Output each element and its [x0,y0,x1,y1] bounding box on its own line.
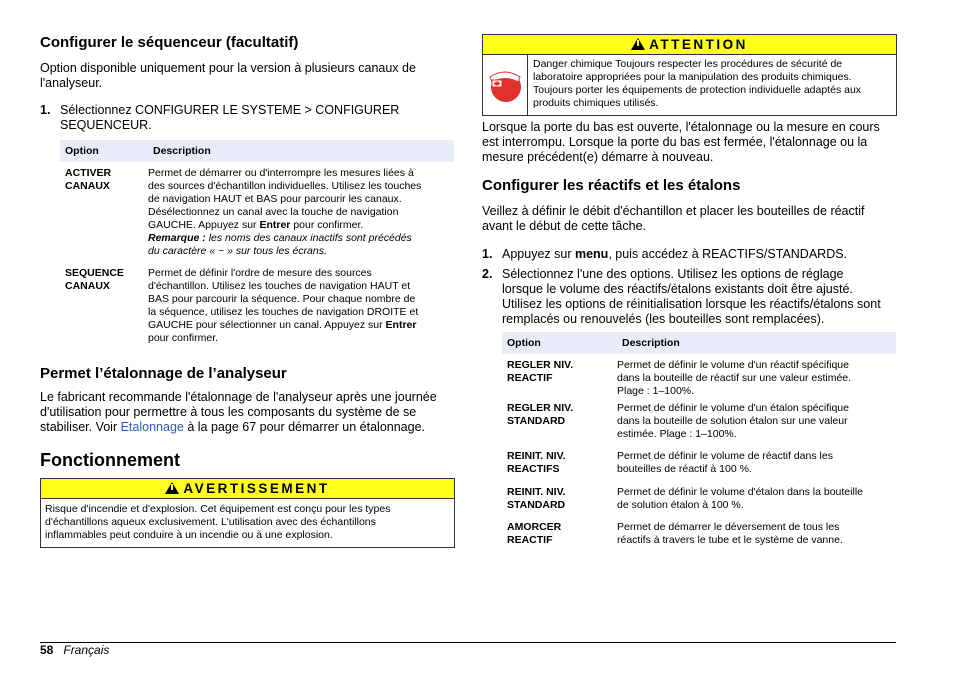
table-row [502,402,896,450]
column-header-option: Option [60,140,148,162]
footer-rule [40,642,896,643]
option-name: REINIT. NIV. STANDARD [507,486,566,511]
hazard-symbol-cell [483,55,528,115]
chemical-protection-icon [485,63,525,107]
table-row [60,267,454,345]
option-description: Permet de définir le volume de réactif dans les bouteilles de réactif à 100 %. [617,450,833,475]
caution-body: Danger chimique Toujours respecter les procédures de sécurité de laboratoire appropriées pour la manipulation des produits chimiques. Toujours porter les équipements de protection individuelle adaptés aux produits chimiques utilisés. [533,58,862,109]
table-row [502,354,896,402]
table-header-row [60,140,454,162]
section-title-calibration: Permet l’étalonnage de l’analyseur [40,365,287,382]
warning-body: Risque d'incendie et d'explosion. Cet équipement est conçu pour les types d'échantillons aqueux exclusivement. L'utilisation avec des échantillons inflammables peut conduire à un incendie ou à une explosion. [45,503,391,541]
caution-box [482,34,897,116]
sequencer-intro: Option disponible uniquement pour la version à plusieurs canaux de l'analyseur. [40,61,416,90]
caution-triangle-icon [631,38,645,50]
table-row [60,162,454,267]
page-footer [40,643,109,657]
section-title-sequencer: Configurer le séquenceur (facultatif) [40,34,299,51]
calibration-paragraph: Le fabricant recommande l'étalonnage de l'analyseur après une journée d'utilisation pour permettre à tous les composants du système de se stabiliser. Voir Etalonnage à la page 67 pour démarrer un étalonnage. [40,390,437,434]
warning-triangle-icon [165,482,179,494]
reagent-options-table [502,332,896,547]
table-row [502,450,896,486]
option-description: Permet de démarrer le déversement de tous les réactifs à travers le tube et le système de vanne. [617,521,843,546]
option-name: REGLER NIV. REACTIF [507,359,574,384]
option-name: SEQUENCE CANAUX [65,267,124,292]
warning-header: AVERTISSEMENT [41,479,454,499]
option-description: Permet de définir le volume d'un étalon spécifique dans la bouteille de solution étalon sur une valeur estimée. Plage : 1–100%. [617,402,849,440]
sequencer-options-table [60,140,454,345]
section-title-operation: Fonctionnement [40,450,180,470]
option-name: AMORCER REACTIF [507,521,562,546]
table-row [502,521,896,547]
option-description: Permet de démarrer ou d'interrompre les mesures liées à des sources d'échantillon individuelles. Utilisez les touches de navigation HAUT et BAS pour parcourir les canaux. Désélectionnez un canal avec la touche de navigation GAUCHE. Appuyez sur Entrer pour confirmer. Remarque : les noms des canaux inactifs sont précédés du caractère « ~ » sur tous les écrans. [148,167,422,257]
door-paragraph: Lorsque la porte du bas est ouverte, l'étalonnage ou la mesure en cours est interrompu. Lorsque la porte du bas est fermée, l'étalonnage ou la mesure précédent(e) démarre à nouveau. [482,120,880,164]
column-header-option: Option [502,332,617,354]
option-name: ACTIVER CANAUX [65,167,112,192]
option-name: REINIT. NIV. REACTIFS [507,450,566,475]
option-name: REGLER NIV. STANDARD [507,402,574,427]
caution-header: ATTENTION [483,35,896,55]
option-description: Permet de définir le volume d'un réactif spécifique dans la bouteille de réactif sur une valeur estimée. Plage : 1–100%. [617,359,852,397]
table-header-row [502,332,896,354]
footer-language: Français [63,643,110,657]
column-header-description: Description [148,140,454,162]
calibration-link[interactable]: Etalonnage [120,420,184,434]
warning-box [40,478,455,548]
column-header-description: Description [617,332,896,354]
reagents-intro: Veillez à définir le débit d'échantillon et placer les bouteilles de réactif avant le début de cette tâche. [482,204,865,233]
option-description: Permet de définir l'ordre de mesure des sources d'échantillon. Utilisez les touches de navigation HAUT et BAS pour parcourir la séquence. Pour chaque nombre de la séquence, utilisez les touches de navigation DROITE et GAUCHE pour sélectionner un canal. Appuyez sur Entrer pour confirmer. [148,267,419,344]
table-row [502,486,896,521]
reagents-step-1: 1. Appuyez sur menu, puis accédez à REACTIFS/STANDARDS. [482,247,848,261]
sequencer-step-1: 1. Sélectionnez CONFIGURER LE SYSTEME > CONFIGURER SEQUENCEUR. [40,103,400,132]
section-title-reagents: Configurer les réactifs et les étalons [482,177,741,194]
reagents-step-2: 2. Sélectionnez l'une des options. Utilisez les options de réglage lorsque le volume des réactifs/étalons existants doit être ajusté. Utilisez les options de réinitialisation lorsque les réactifs/étalons sont remplacés ou renouvelés (les bouteilles sont remplacées). [482,267,881,326]
option-description: Permet de définir le volume d'étalon dans la bouteille de solution étalon à 100 %. [617,486,863,511]
page-number: 58 [40,643,54,657]
